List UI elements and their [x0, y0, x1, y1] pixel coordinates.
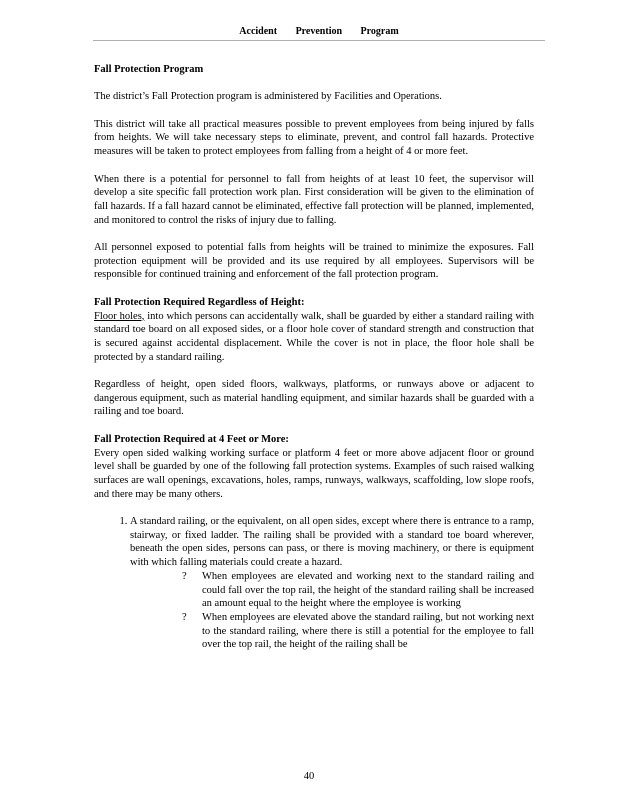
paragraph-prevention: This district will take all practical measures possible to prevent employees from being injured by falls from heights. We will take necessary steps to eliminate, prevent, and control fall hazards. Protective measures will be taken to protect employees from falling from a height of 4 or more feet.: [94, 118, 534, 158]
list-item: [130, 515, 534, 652]
floor-holes-text: into which persons can accidentally walk, shall be guarded by either a standard railing with standard toe board on all exposed sides, or a floor hole cover of standard strength and construction that is secured against accidental displacement. While the cover is not in place, the floor hole shall be protected by a standard railing.: [94, 310, 534, 363]
paragraph-training: All personnel exposed to potential falls from heights will be trained to minimize the exposures. Fall protection equipment will be provided and its use required by all employees. Supervisors will be responsible for continued training and enforcement of the fall protection program.: [94, 242, 534, 281]
sub-list-item: [168, 570, 534, 611]
header-rule: [93, 40, 545, 41]
four-feet-section: [94, 433, 534, 502]
page-number: 40: [303, 771, 315, 782]
sub-list-item-text: When employees are elevated and working next to the standard railing and could fall over the top rail, the height of the standard railing shall be increased an amount equal to the height where the employee is working: [202, 570, 534, 610]
sub-list-item-text: When employees are elevated above the standard railing, but not working next to the standard railing, where there is still a potential for the employee to fall over the top rail, the height of the railing shall be: [202, 612, 534, 651]
four-feet-heading: Fall Protection Required at 4 Feet or More:: [94, 433, 289, 445]
list-item-text: A standard railing, or the equivalent, on all open sides, except where there is entrance to a ramp, stairway, or fixed ladder. The railing shall be provided with a standard toe board wherever, beneath the open sides, persons can pass, or there is moving machinery, or there is equipment with which falling materials could create a hazard.: [130, 516, 534, 569]
section-title: Fall Protection Program: [94, 64, 204, 75]
paragraph-work-plan: When there is a potential for personnel to fall from heights of at least 10 feet, the supervisor will develop a site specific fall protection work plan. First consideration will be given to the elimination of fall hazards. If a fall hazard cannot be eliminated, effective fall protection will be planned, implemented, and monitored to control the risks of injury due to falling.: [94, 173, 534, 226]
page-header: Accident Prevention Program: [239, 26, 399, 37]
floor-holes-lead: Floor holes,: [94, 310, 145, 322]
sub-list: [130, 570, 534, 652]
sub-list-item: [168, 611, 534, 652]
bullet-mark: ?: [182, 612, 187, 623]
document-body: [94, 63, 534, 652]
regardless-heading: Fall Protection Required Regardless of Height:: [94, 296, 305, 308]
four-feet-text: Every open sided walking working surface or platform 4 feet or more above adjacent floor or ground level shall be guarded by one of the following fall protection systems. Examples of such raised walking surfaces are wall openings, excavations, holes, ramps, runways, walkways, scaffolding, low slope roofs, and there may be many others.: [94, 447, 534, 500]
fall-protection-list: [94, 515, 534, 652]
paragraph-administration: The district’s Fall Protection program is administered by Facilities and Operations.: [94, 91, 442, 103]
regardless-of-height-section: [94, 296, 534, 365]
bullet-mark: ?: [182, 570, 187, 582]
paragraph-open-sided-floors: Regardless of height, open sided floors, walkways, platforms, or runways above or adjacent to dangerous equipment, such as material handling equipment, and similar hazards shall be guarded with a railing and toe board.: [94, 379, 534, 418]
